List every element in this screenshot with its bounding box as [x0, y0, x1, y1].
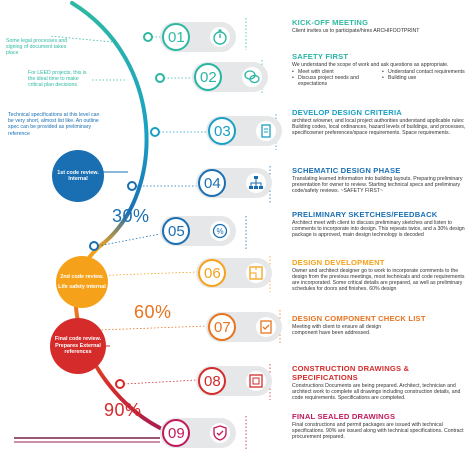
step-02-pill [192, 62, 268, 92]
step-04-number: 04 [204, 175, 221, 192]
percent-30: 30% [112, 206, 150, 226]
step-07-section [292, 314, 470, 336]
step-09-description: Final constructions and permit packages are issued with technical specifications. 90% are issued along with technical specifications. Contract procurement prepared. [292, 422, 464, 441]
code-review-1-bubble [52, 150, 104, 202]
step-01-section [292, 18, 470, 34]
step-02-bullet: • Meet with client [292, 69, 376, 75]
step-09-title: FINAL SEALED DRAWINGS [292, 412, 396, 421]
step-02-description: We understand the scope of work and ask questions as appropriate. [292, 62, 449, 68]
step-02-bullet: • Discuss project needs and expectations [292, 75, 376, 87]
step-08-title: CONSTRUCTION DRAWINGS & SPECIFICATIONS [292, 364, 410, 382]
step-03-description: architect w/owner, and local project authorities understand applicable rules: Building codes, local ordinances, hazard levels of buildings, and processes, specificowner preferences/space requirements. Space requirements. [292, 118, 466, 137]
step-05-title: PRELIMINARY SKETCHES/FEEDBACK [292, 210, 438, 219]
step-05-section [292, 210, 470, 238]
step-02-bullet: • Understand contact requirements [382, 69, 466, 75]
step-02-title: SAFETY FIRST [292, 52, 349, 61]
step-04-pill [196, 168, 272, 198]
step-06-pill [196, 258, 272, 288]
step-03-number: 03 [214, 123, 231, 140]
step-01-pill [160, 22, 236, 52]
step-08-description: Constructions Documents are being prepared. Architect, technician and architect work to complete all drawings including construction details, and code requirements. Specifications are completed. [292, 383, 461, 402]
step-01-title: KICK-OFF MEETING [292, 18, 369, 27]
floor-plan-icon [246, 263, 266, 283]
step-03-pill [206, 116, 282, 146]
percent-90: 90% [104, 400, 142, 420]
step-07-pill [206, 312, 282, 342]
step-08-number: 08 [204, 373, 221, 390]
step-06-section [292, 258, 470, 292]
step-07-title: DESIGN COMPONENT CHECK LIST [292, 314, 426, 323]
step-03-section [292, 108, 470, 136]
step-09-pill [160, 418, 236, 448]
blueprint-icon [246, 371, 266, 391]
step-02-bullet: • Building use [382, 75, 466, 81]
step-07-description: Meeting with client to ensure all design component have been addressed. [292, 324, 382, 337]
step-02-number: 02 [200, 69, 217, 86]
code-review-1-label: 1st code review. Internal [57, 169, 99, 182]
step-02-bullets [292, 69, 470, 87]
step-06-description: Owner and architect designer go to work to incorporate comments to the design from the previous meetings, most technicals and code requirements are incorporated. Some critical details are prepared, as well as preliminary schedules for doors and finishes. 60% design [292, 268, 465, 293]
step-06-number: 06 [204, 265, 221, 282]
step-08-pill [196, 366, 272, 396]
step-06-title: DESIGN DEVELOPMENT [292, 258, 385, 267]
step-03-title: DEVELOP DESIGN CRITERIA [292, 108, 402, 117]
step-08-section [292, 364, 470, 401]
step-05-description: Architect meet with client to discuss preliminary sketches and listen to comments to incorporate into design. This repeats twice, and a 30% design package is approved, main design technology is decoded [292, 220, 465, 239]
step-05-pill [160, 216, 236, 246]
step-04-section [292, 166, 470, 194]
step-01-number: 01 [168, 29, 185, 46]
step-05-number: 05 [168, 223, 185, 240]
document-icon [256, 121, 276, 141]
step-01-description: Client invites us to participate/hires ARCHIFOOTPRINT [292, 28, 420, 34]
life-safety-label: Life safety internal [58, 284, 106, 290]
final-code-review-label: Final code review. Prepares External references [54, 336, 102, 356]
side-note-legal: Some legal processes and signing of document takes place [6, 38, 68, 57]
svg-text:%: % [216, 227, 224, 236]
step-02-section [292, 52, 470, 87]
step-07-number: 07 [214, 319, 231, 336]
stopwatch-icon [210, 27, 230, 47]
code-review-2-bubble [56, 256, 108, 308]
percent-tag-icon [210, 221, 230, 241]
checklist-icon [256, 317, 276, 337]
code-review-2-label: 2nd code review. [60, 273, 104, 280]
step-04-title: SCHEMATIC DESIGN PHASE [292, 166, 401, 175]
chat-bubbles-icon [242, 67, 262, 87]
shield-check-icon [210, 423, 230, 443]
step-04-description: Translating learned information into building layouts. Preparing preliminary presentation for owner to review. Starting technical specs and preliminary code/safety reviews. ~SAFETY FIRST~ [292, 176, 463, 195]
side-note-technical-specs: Technical specifications at this level can be very short, almost list like. An outline spec can be provided as preliminary reference [8, 112, 100, 137]
step-09-section [292, 412, 470, 440]
side-note-leed: For LEED projects, this is the ideal time to make critical plan decisions. [28, 70, 87, 89]
final-code-review-bubble [50, 318, 106, 374]
org-chart-icon [246, 173, 266, 193]
step-09-number: 09 [168, 425, 185, 442]
percent-60: 60% [134, 302, 172, 322]
